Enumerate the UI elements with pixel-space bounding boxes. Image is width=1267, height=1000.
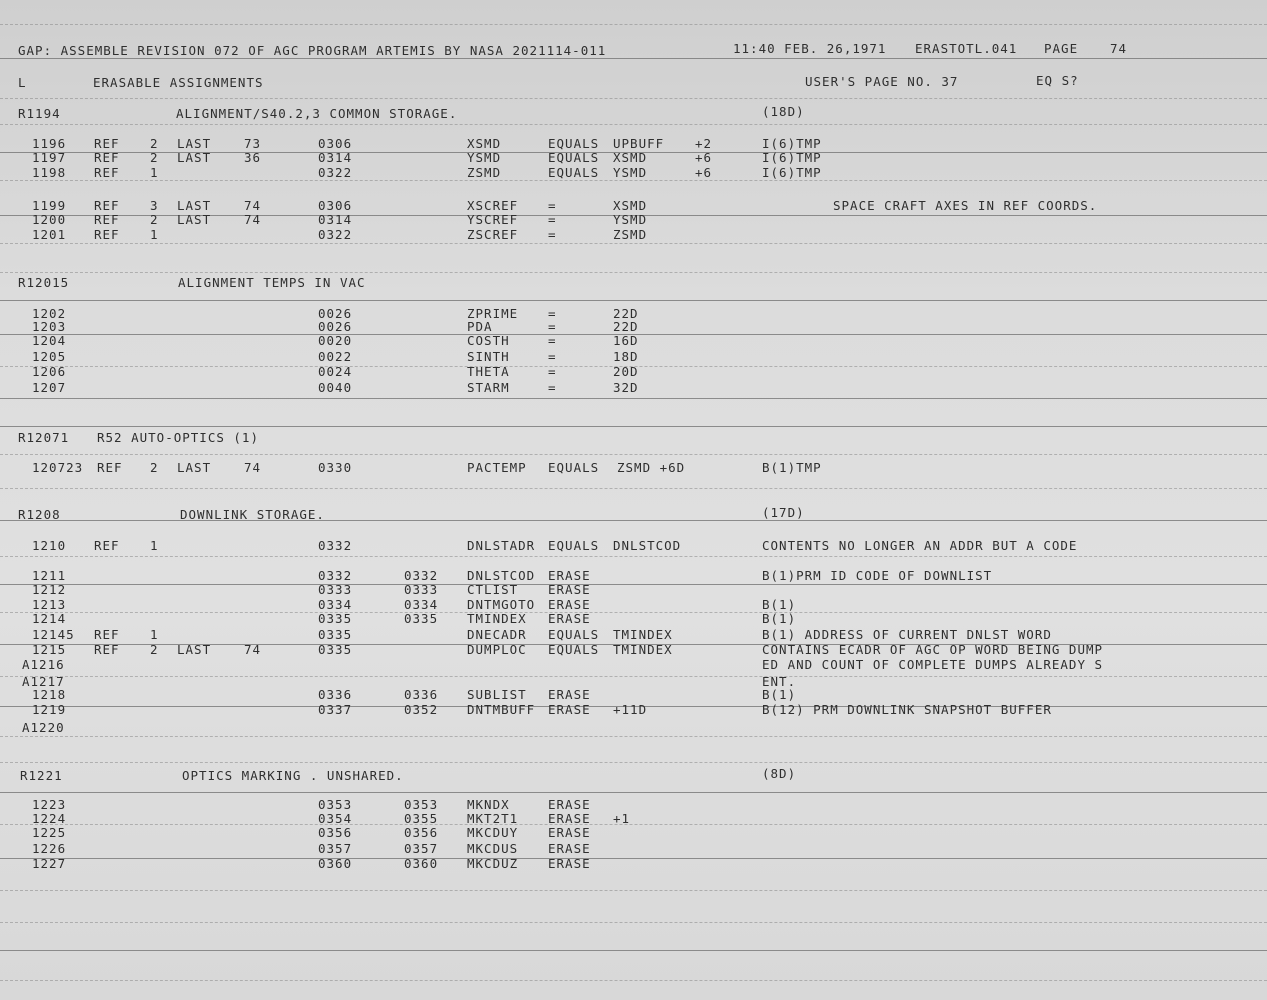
header-datetime: 11:40 FEB. 26,1971 xyxy=(733,41,887,56)
row-symbol: MKCDUS xyxy=(467,841,519,856)
row-comment: CONTENTS NO LONGER AN ADDR BUT A CODE xyxy=(762,538,1078,553)
row-offset: +6 xyxy=(695,150,713,165)
rule xyxy=(0,488,1267,489)
rule xyxy=(0,98,1267,99)
row-line-number: 1204 xyxy=(32,333,67,348)
row-address-end: 0336 xyxy=(404,687,439,702)
row-opcode: ERASE xyxy=(548,702,591,717)
row-line-number: 1218 xyxy=(32,687,67,702)
rule xyxy=(0,922,1267,923)
row-opcode: EQUALS xyxy=(548,150,600,165)
row-symbol: XSMD xyxy=(467,136,502,151)
header-file: ERASTOTL.041 xyxy=(915,41,1018,56)
row-comment: I(6)TMP xyxy=(762,136,822,151)
row-comment: ENT. xyxy=(762,674,797,689)
row-address: 0026 xyxy=(318,319,353,334)
row-comment: B(1) xyxy=(762,611,797,626)
row-comment: B(1) ADDRESS OF CURRENT DNLST WORD xyxy=(762,627,1052,642)
listing-row xyxy=(0,569,1267,583)
row-address: 0022 xyxy=(318,349,353,364)
row-address-end: 0355 xyxy=(404,811,439,826)
row-line-number: 1219 xyxy=(32,702,67,717)
row-operand: ZSMD xyxy=(613,227,648,242)
listing-row xyxy=(0,320,1267,334)
row-opcode: = xyxy=(548,380,557,395)
row-opcode: ERASE xyxy=(548,797,591,812)
listing-row xyxy=(0,826,1267,840)
row-operand: XSMD xyxy=(613,150,648,165)
row-line-number: 1206 xyxy=(32,364,67,379)
row-operand: 22D xyxy=(613,306,639,321)
row-address: 0356 xyxy=(318,825,353,840)
row-line-number: 1201 xyxy=(32,227,67,242)
rule xyxy=(0,24,1267,25)
row-line-number: 120723 xyxy=(32,460,84,475)
row-operand: YSMD xyxy=(613,212,648,227)
row-address: 0333 xyxy=(318,582,353,597)
listing-row xyxy=(0,539,1267,553)
row-address-end: 0335 xyxy=(404,611,439,626)
rule xyxy=(0,980,1267,981)
listing-row xyxy=(0,228,1267,242)
row-comment: CONTAINS ECADR OF AGC OP WORD BEING DUMP xyxy=(762,642,1104,657)
row-symbol: DNTMBUFF xyxy=(467,702,536,717)
header-line: GAP: ASSEMBLE REVISION 072 OF AGC PROGRAM ARTEMIS BY NASA 2021114-011 xyxy=(18,43,607,58)
row-ref-label: REF xyxy=(94,198,120,213)
row-line-number: 1203 xyxy=(32,319,67,334)
section-id: R1221 xyxy=(20,768,63,783)
header-l-mark: L xyxy=(18,75,27,90)
row-ref-count: 2 xyxy=(150,212,159,227)
row-operand: 32D xyxy=(613,380,639,395)
rule xyxy=(0,300,1267,301)
row-address: 0330 xyxy=(318,460,353,475)
row-opcode: = xyxy=(548,306,557,321)
rule xyxy=(0,124,1267,125)
row-ref-label: REF xyxy=(94,150,120,165)
row-last-label: LAST xyxy=(177,642,212,657)
row-opcode: = xyxy=(548,227,557,242)
row-operand: 22D xyxy=(613,319,639,334)
row-operand: 16D xyxy=(613,333,639,348)
row-address: 0335 xyxy=(318,611,353,626)
section-size: (17D) xyxy=(762,505,805,520)
row-opcode: EQUALS xyxy=(548,642,600,657)
row-ref-label: REF xyxy=(94,212,120,227)
row-symbol: DUMPLOC xyxy=(467,642,527,657)
row-opcode: ERASE xyxy=(548,856,591,871)
row-line-number: 1198 xyxy=(32,165,67,180)
section-id: R1194 xyxy=(18,106,61,121)
row-last-label: LAST xyxy=(177,150,212,165)
row-symbol: ZPRIME xyxy=(467,306,519,321)
row-address-end: 0334 xyxy=(404,597,439,612)
row-symbol: THETA xyxy=(467,364,510,379)
row-line-number: 1224 xyxy=(32,811,67,826)
row-ref-count: 1 xyxy=(150,165,159,180)
listing-row xyxy=(0,381,1267,395)
row-line-number: A1216 xyxy=(22,657,65,672)
listing-row xyxy=(0,334,1267,348)
listing-row xyxy=(0,703,1267,717)
row-line-number: 1212 xyxy=(32,582,67,597)
section-heading: ERASABLE ASSIGNMENTS xyxy=(93,75,264,90)
row-address: 0026 xyxy=(318,306,353,321)
row-line-number: 1207 xyxy=(32,380,67,395)
row-symbol: DNECADR xyxy=(467,627,527,642)
rule xyxy=(0,58,1267,59)
row-last-page: 74 xyxy=(244,642,262,657)
row-symbol: MKT2T1 xyxy=(467,811,519,826)
section-title: R52 AUTO-OPTICS (1) xyxy=(97,430,259,445)
row-last-page: 36 xyxy=(244,150,262,165)
row-opcode: EQUALS xyxy=(548,627,600,642)
listing-row xyxy=(0,137,1267,151)
row-line-number: 1210 xyxy=(32,538,67,553)
row-line-number: 1223 xyxy=(32,797,67,812)
row-last-label: LAST xyxy=(177,136,212,151)
rule xyxy=(0,398,1267,399)
eq-mark: EQ S? xyxy=(1036,73,1079,88)
row-address: 0322 xyxy=(318,227,353,242)
row-ref-label: REF xyxy=(94,627,120,642)
row-address: 0322 xyxy=(318,165,353,180)
row-symbol: COSTH xyxy=(467,333,510,348)
row-symbol: CTLIST xyxy=(467,582,519,597)
row-comment: B(1)PRM ID CODE OF DOWNLIST xyxy=(762,568,993,583)
row-opcode: EQUALS xyxy=(548,460,600,475)
row-opcode: ERASE xyxy=(548,841,591,856)
listing-row xyxy=(0,350,1267,364)
row-last-page: 74 xyxy=(244,198,262,213)
row-symbol: DNLSTCOD xyxy=(467,568,536,583)
row-opcode: ERASE xyxy=(548,568,591,583)
row-last-page: 73 xyxy=(244,136,262,151)
row-address: 0337 xyxy=(318,702,353,717)
row-opcode: ERASE xyxy=(548,825,591,840)
listing-row xyxy=(0,628,1267,642)
row-opcode: ERASE xyxy=(548,582,591,597)
row-opcode: = xyxy=(548,319,557,334)
row-operand: DNLSTCOD xyxy=(613,538,682,553)
section-size: (8D) xyxy=(762,766,797,781)
row-operand: XSMD xyxy=(613,198,648,213)
row-line-number: 1215 xyxy=(32,642,67,657)
row-operand: TMINDEX xyxy=(613,642,673,657)
row-symbol: PDA xyxy=(467,319,493,334)
row-opcode: = xyxy=(548,333,557,348)
row-comment: B(1)TMP xyxy=(762,460,822,475)
listing-row xyxy=(0,583,1267,597)
row-opcode: = xyxy=(548,349,557,364)
row-ref-count: 2 xyxy=(150,642,159,657)
listing-row xyxy=(0,365,1267,379)
row-last-label: LAST xyxy=(177,460,212,475)
row-ref-label: REF xyxy=(94,642,120,657)
row-line-number: 1214 xyxy=(32,611,67,626)
row-line-number: 1227 xyxy=(32,856,67,871)
listing-row xyxy=(0,721,1267,735)
section-title: ALIGNMENT/S40.2,3 COMMON STORAGE. xyxy=(176,106,458,121)
row-opcode: ERASE xyxy=(548,811,591,826)
section-title: ALIGNMENT TEMPS IN VAC xyxy=(178,275,366,290)
row-symbol: SINTH xyxy=(467,349,510,364)
rule xyxy=(0,243,1267,244)
listing-row xyxy=(0,612,1267,626)
row-address: 0040 xyxy=(318,380,353,395)
listing-row xyxy=(0,688,1267,702)
row-symbol: STARM xyxy=(467,380,510,395)
row-offset: +2 xyxy=(695,136,713,151)
row-symbol: MKCDUZ xyxy=(467,856,519,871)
row-opcode: = xyxy=(548,198,557,213)
row-ref-count: 1 xyxy=(150,627,159,642)
listing-row xyxy=(0,658,1267,672)
row-operand: +1 xyxy=(613,811,631,826)
row-line-number: 1202 xyxy=(32,306,67,321)
row-address: 0314 xyxy=(318,212,353,227)
rule xyxy=(0,792,1267,793)
row-opcode: ERASE xyxy=(548,597,591,612)
listing-row xyxy=(0,199,1267,213)
row-symbol: XSCREF xyxy=(467,198,519,213)
row-last-page: 74 xyxy=(244,460,262,475)
row-address: 0020 xyxy=(318,333,353,348)
row-ref-label: REF xyxy=(94,227,120,242)
row-last-label: LAST xyxy=(177,212,212,227)
row-operand: 18D xyxy=(613,349,639,364)
row-opcode: EQUALS xyxy=(548,165,600,180)
row-opcode: EQUALS xyxy=(548,136,600,151)
row-ref-count: 3 xyxy=(150,198,159,213)
row-symbol: YSCREF xyxy=(467,212,519,227)
section-size: (18D) xyxy=(762,104,805,119)
section-id: R12071 xyxy=(18,430,70,445)
row-address: 0306 xyxy=(318,136,353,151)
listing-row xyxy=(0,166,1267,180)
rule xyxy=(0,272,1267,273)
listing-row xyxy=(0,842,1267,856)
rule xyxy=(0,890,1267,891)
row-address: 0353 xyxy=(318,797,353,812)
row-comment: I(6)TMP xyxy=(762,150,822,165)
row-ref-count: 2 xyxy=(150,136,159,151)
row-operand: YSMD xyxy=(613,165,648,180)
row-ref-label: REF xyxy=(94,538,120,553)
row-symbol: SUBLIST xyxy=(467,687,527,702)
row-symbol: PACTEMP xyxy=(467,460,527,475)
listing-row xyxy=(0,213,1267,227)
listing-row xyxy=(0,857,1267,871)
row-ref-count: 1 xyxy=(150,538,159,553)
rule xyxy=(0,180,1267,181)
row-address: 0332 xyxy=(318,538,353,553)
row-operand: +11D xyxy=(613,702,648,717)
row-symbol: MKCDUY xyxy=(467,825,519,840)
row-ref-label: REF xyxy=(94,165,120,180)
row-address: 0314 xyxy=(318,150,353,165)
header-page-label: PAGE xyxy=(1044,41,1079,56)
row-symbol: MKNDX xyxy=(467,797,510,812)
row-operand: 20D xyxy=(613,364,639,379)
rule xyxy=(0,736,1267,737)
rule xyxy=(0,454,1267,455)
listing-row xyxy=(0,675,1267,689)
row-line-number: 1199 xyxy=(32,198,67,213)
row-line-number: 1200 xyxy=(32,212,67,227)
row-opcode: EQUALS xyxy=(548,538,600,553)
row-address-end: 0333 xyxy=(404,582,439,597)
row-line-number: 1213 xyxy=(32,597,67,612)
row-address-end: 0353 xyxy=(404,797,439,812)
row-opcode: = xyxy=(548,212,557,227)
row-line-number: 12145 xyxy=(32,627,75,642)
row-line-number: 1196 xyxy=(32,136,67,151)
row-ref-count: 2 xyxy=(150,150,159,165)
users-page-number: USER'S PAGE NO. 37 xyxy=(805,74,959,89)
rule xyxy=(0,762,1267,763)
row-address-end: 0352 xyxy=(404,702,439,717)
row-address-end: 0356 xyxy=(404,825,439,840)
listing-row xyxy=(0,798,1267,812)
row-comment: SPACE CRAFT AXES IN REF COORDS. xyxy=(833,198,1098,213)
row-address: 0024 xyxy=(318,364,353,379)
row-offset: +6 xyxy=(695,165,713,180)
row-comment: I(6)TMP xyxy=(762,165,822,180)
listing-row xyxy=(0,812,1267,826)
row-comment: B(1) xyxy=(762,597,797,612)
row-comment: B(12) PRM DOWNLINK SNAPSHOT BUFFER xyxy=(762,702,1052,717)
row-operand: TMINDEX xyxy=(613,627,673,642)
row-ref-label: REF xyxy=(97,460,123,475)
rule xyxy=(0,950,1267,951)
row-last-label: LAST xyxy=(177,198,212,213)
row-opcode: = xyxy=(548,364,557,379)
row-address: 0332 xyxy=(318,568,353,583)
row-operand: ZSMD +6D xyxy=(617,460,686,475)
row-symbol: DNTMGOTO xyxy=(467,597,536,612)
row-line-number: A1217 xyxy=(22,674,65,689)
row-address-end: 0357 xyxy=(404,841,439,856)
row-line-number: 1197 xyxy=(32,150,67,165)
listing-row xyxy=(0,598,1267,612)
row-line-number: 1211 xyxy=(32,568,67,583)
row-symbol: YSMD xyxy=(467,150,502,165)
row-opcode: ERASE xyxy=(548,611,591,626)
row-ref-count: 1 xyxy=(150,227,159,242)
row-address: 0335 xyxy=(318,642,353,657)
row-address: 0306 xyxy=(318,198,353,213)
row-last-page: 74 xyxy=(244,212,262,227)
section-title: DOWNLINK STORAGE. xyxy=(180,507,325,522)
row-symbol: ZSCREF xyxy=(467,227,519,242)
row-ref-label: REF xyxy=(94,136,120,151)
row-address-end: 0360 xyxy=(404,856,439,871)
row-ref-count: 2 xyxy=(150,460,159,475)
row-opcode: ERASE xyxy=(548,687,591,702)
row-line-number: 1226 xyxy=(32,841,67,856)
listing-row xyxy=(0,461,1267,475)
row-address: 0357 xyxy=(318,841,353,856)
row-address: 0335 xyxy=(318,627,353,642)
row-comment: ED AND COUNT OF COMPLETE DUMPS ALREADY S xyxy=(762,657,1104,672)
row-line-number: 1205 xyxy=(32,349,67,364)
row-address: 0354 xyxy=(318,811,353,826)
section-title: OPTICS MARKING . UNSHARED. xyxy=(182,768,404,783)
rule xyxy=(0,556,1267,557)
row-symbol: DNLSTADR xyxy=(467,538,536,553)
listing-row xyxy=(0,151,1267,165)
section-id: R1208 xyxy=(18,507,61,522)
row-operand: UPBUFF xyxy=(613,136,665,151)
row-symbol: ZSMD xyxy=(467,165,502,180)
listing-row xyxy=(0,643,1267,657)
header-page-number: 74 xyxy=(1110,41,1128,56)
row-line-number: A1220 xyxy=(22,720,65,735)
row-address: 0360 xyxy=(318,856,353,871)
row-symbol: TMINDEX xyxy=(467,611,527,626)
row-line-number: 1225 xyxy=(32,825,67,840)
row-comment: B(1) xyxy=(762,687,797,702)
section-id: R12015 xyxy=(18,275,70,290)
row-address: 0334 xyxy=(318,597,353,612)
row-address: 0336 xyxy=(318,687,353,702)
row-address-end: 0332 xyxy=(404,568,439,583)
rule xyxy=(0,426,1267,427)
